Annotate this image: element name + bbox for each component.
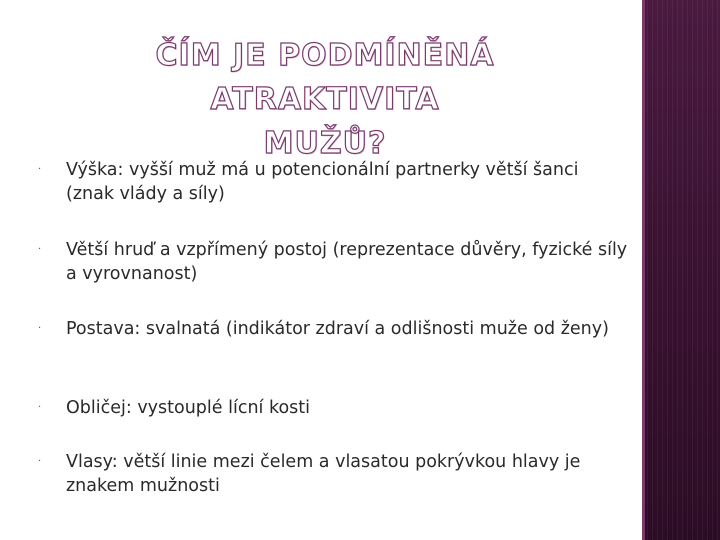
bullet-item-height — [38, 158, 628, 206]
bullet-icon: · — [38, 323, 42, 334]
panel-edge — [642, 0, 645, 540]
bullet-text: Postava: svalnatá (indikátor zdraví a odlišnosti muže od ženy) — [66, 319, 609, 339]
bullet-text: Větší hruď a vzpřímený postoj (reprezentace důvěry, fyzické síly a vyrovnanost) — [66, 240, 628, 284]
bullet-item-face — [38, 396, 310, 420]
decorative-side-panel — [642, 0, 720, 540]
slide-title — [40, 34, 610, 166]
bullet-item-chest — [38, 238, 628, 286]
bullet-text: Výška: vyšší muž má u potencionální partnerky větší šanci (znak vlády a síly) — [66, 160, 579, 204]
bullet-text: Obličej: vystouplé lícní kosti — [66, 398, 311, 418]
title-line-1: ČÍM JE PODMÍNĚNÁ ATRAKTIVITA — [155, 38, 495, 117]
bullet-icon: · — [38, 244, 42, 255]
bullet-text: Vlasy: větší linie mezi čelem a vlasatou pokrývkou hlavy je znakem mužnosti — [66, 452, 581, 496]
panel-stripes — [642, 0, 720, 540]
bullet-icon: · — [38, 402, 42, 413]
bullet-item-figure — [38, 317, 609, 341]
bullet-icon: · — [38, 164, 42, 175]
title-line-2: MUŽŮ? — [263, 126, 387, 161]
bullet-item-hair — [38, 450, 628, 498]
bullet-icon: · — [38, 456, 42, 467]
